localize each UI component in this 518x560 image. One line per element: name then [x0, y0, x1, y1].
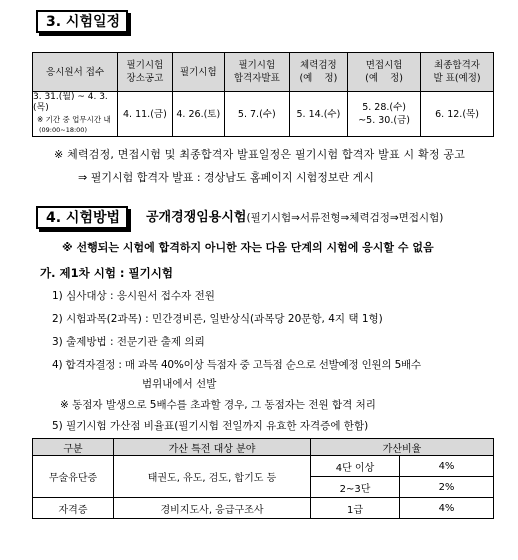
- bonus-field-martial: 태권도, 유도, 검도, 합기도 등: [114, 456, 311, 498]
- bonus-field-cert: 경비지도사, 응급구조사: [114, 498, 311, 519]
- item-1: 1) 심사대상 : 응시원서 접수자 전원: [52, 290, 215, 302]
- bonus-header-rate: 가산비율: [311, 439, 494, 456]
- schedule-table: [32, 52, 494, 137]
- cell-exam: 4. 26.(토): [172, 92, 224, 137]
- note-1: ※ 체력검정, 면접시험 및 최종합격자 발표일정은 필기시험 합격자 발표 시 확정 공고: [54, 148, 466, 161]
- header-exam-result: 필기시험 합격자발표: [224, 53, 289, 92]
- bonus-grade-4dan: 4단 이상: [311, 456, 400, 477]
- bonus-header-field: 가산 특전 대상 분야: [114, 439, 311, 456]
- section4-subtitle-wrap: [146, 211, 443, 225]
- cell-apply: [33, 92, 118, 137]
- cell-place: 4. 11.(금): [118, 92, 172, 137]
- cell-fitness: 5. 14.(수): [289, 92, 348, 137]
- bonus-grade-2-3dan: 2~3단: [311, 477, 400, 498]
- header-fitness: 체력검정 (예 정): [289, 53, 348, 92]
- note-2: ⇒ 필기시험 합격자 발표 : 경상남도 홈페이지 시험정보란 게시: [78, 171, 374, 184]
- section4-subtitle-paren: (필기시험⇒서류전형⇒체력검정⇒면접시험): [246, 212, 444, 224]
- item-3: 3) 출제방법 : 전문기관 출제 의뢰: [52, 336, 205, 348]
- warning-text: ※ 선행되는 시험에 합격하지 아니한 자는 다음 단계의 시험에 응시할 수 없음: [62, 241, 434, 254]
- header-apply: 응시원서 접수: [33, 53, 118, 92]
- item-5: 5) 필기시험 가산점 비율표(필기시험 전일까지 유효한 자격증에 한함): [52, 420, 369, 432]
- bonus-table: [32, 438, 494, 519]
- item-2: 2) 시험과목(2과목) : 민간경비론, 일반상식(과목당 20문항, 4지 택 1형): [52, 313, 383, 325]
- part-a-title: 가. 제1차 시험 : 필기시험: [40, 266, 173, 280]
- cell-interview: 5. 28.(수) ~5. 30.(금): [348, 92, 421, 137]
- cell-exam-result: 5. 7.(수): [224, 92, 289, 137]
- section4-title: 4. 시험방법: [36, 206, 128, 229]
- header-exam: 필기시험: [172, 53, 224, 92]
- bonus-header-type: 구분: [33, 439, 114, 456]
- item-4-cont: 범위내에서 선발: [142, 378, 217, 390]
- header-interview: 면접시험 (예 정): [348, 53, 421, 92]
- cell-final: 6. 12.(목): [421, 92, 494, 137]
- bonus-grade-1: 1급: [311, 498, 400, 519]
- apply-time: (09:00~18:00): [39, 126, 87, 134]
- section3-title: 3. 시험일정: [36, 10, 128, 33]
- bonus-pct-1: 4%: [400, 498, 494, 519]
- tie-note: ※ 동점자 발생으로 5배수를 초과할 경우, 그 동점자는 전원 합격 처리: [60, 399, 376, 411]
- apply-main: 3. 31.(월) ~ 4. 3.(목): [33, 92, 108, 113]
- header-final: 최종합격자 발 표(예정): [421, 53, 494, 92]
- bonus-pct-2-3dan: 2%: [400, 477, 494, 498]
- header-place: 필기시험 장소공고: [118, 53, 172, 92]
- bonus-type-cert: 자격증: [33, 498, 114, 519]
- section4-subtitle: 공개경쟁임용시험: [146, 210, 247, 225]
- item-4: 4) 합격자결정 : 매 과목 40%이상 득점자 중 고득점 순으로 선발예정 인원의 5배수: [52, 359, 421, 371]
- bonus-type-martial: 무술유단증: [33, 456, 114, 498]
- bonus-pct-4dan: 4%: [400, 456, 494, 477]
- apply-note: ※ 기간 중 업무시간 내: [37, 115, 111, 124]
